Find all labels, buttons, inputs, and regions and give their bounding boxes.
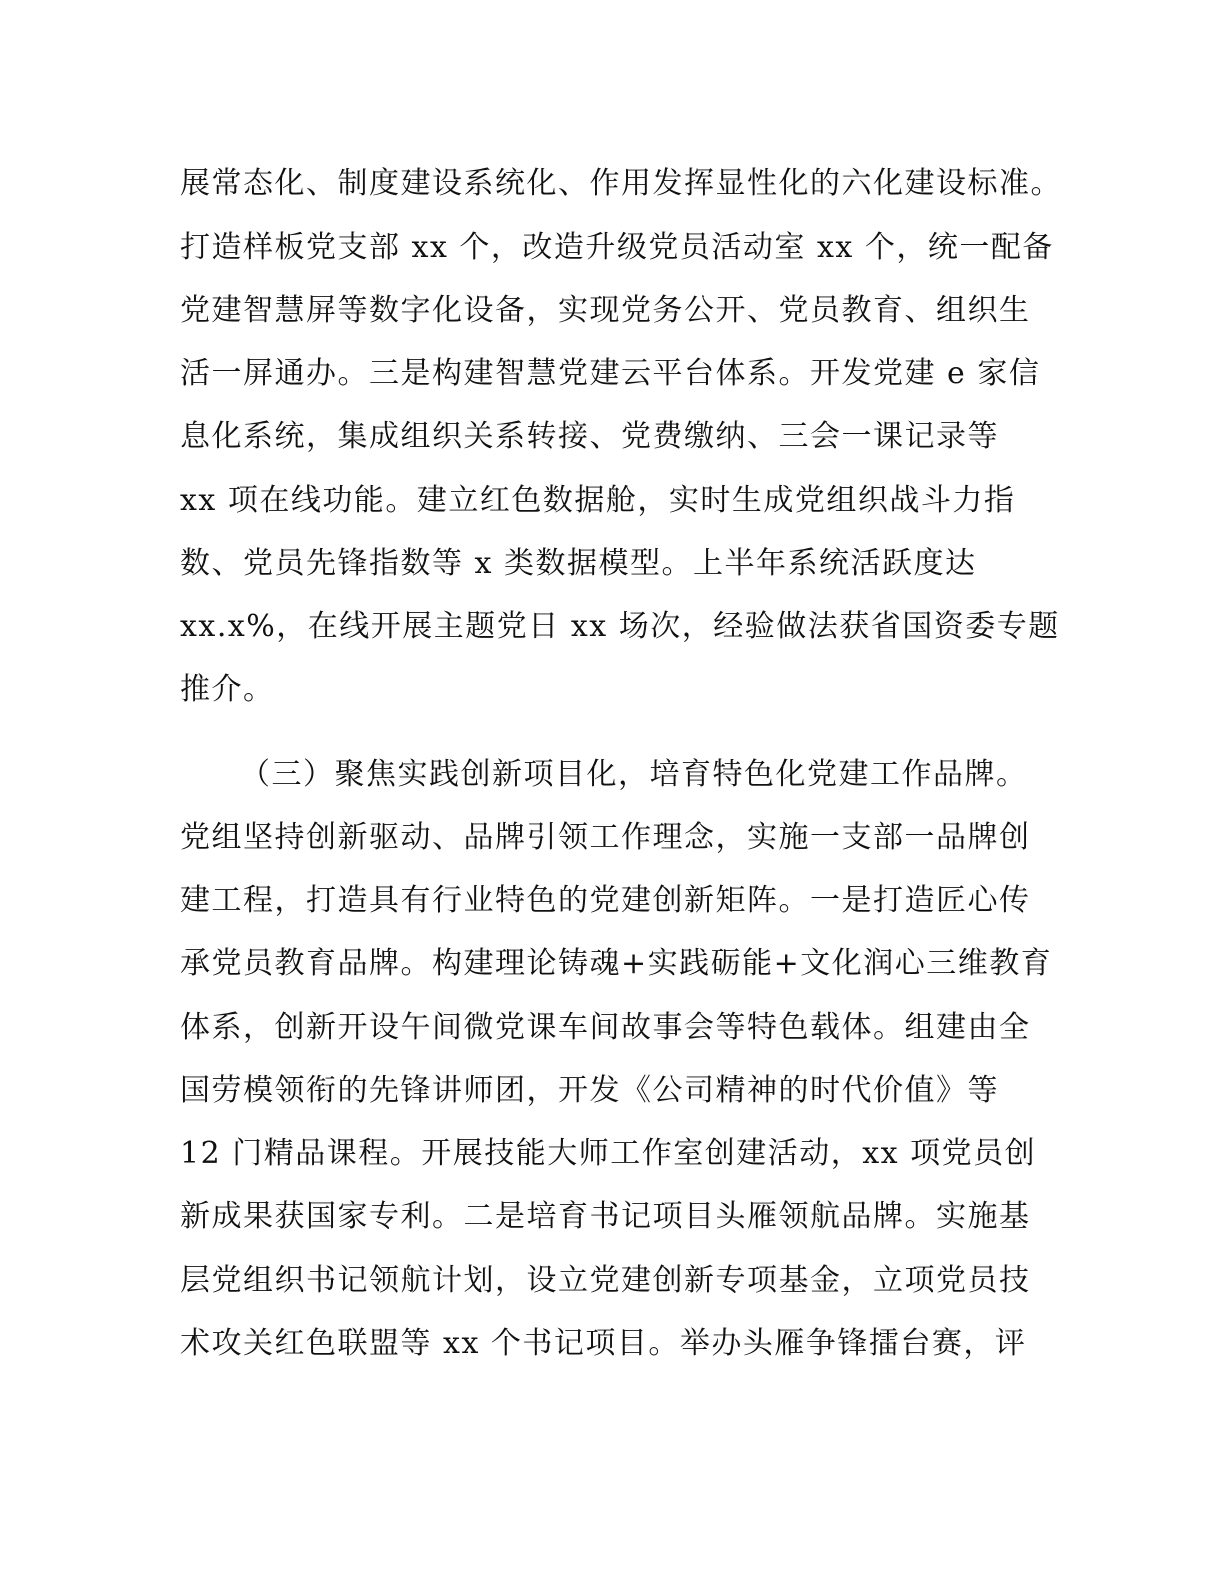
paragraph-line: xx.x%，在线开展主题党日 xx 场次，经验做法获省国资委专题 — [180, 609, 1060, 644]
paragraph-line: 术攻关红色联盟等 xx 个书记项目。举办头雁争锋擂台赛，评 — [180, 1326, 1027, 1361]
paragraph-line: 推介。 — [180, 672, 275, 707]
paragraph-line: 数、党员先锋指数等 x 类数据模型。上半年系统活跃度达 — [180, 546, 977, 581]
paragraph-line: 党建智慧屏等数字化设备，实现党务公开、党员教育、组织生 — [180, 293, 1031, 328]
paragraph-line: 体系，创新开设午间微党课车间故事会等特色载体。组建由全 — [180, 1010, 1031, 1045]
paragraph-line: 打造样板党支部 xx 个，改造升级党员活动室 xx 个，统一配备 — [180, 230, 1054, 265]
paragraph-line: 息化系统，集成组织关系转接、党费缴纳、三会一课记录等 — [180, 419, 999, 454]
paragraph-line: 层党组织书记领航计划，设立党建创新专项基金，立项党员技 — [180, 1263, 1031, 1298]
paragraph-line: 建工程，打造具有行业特色的党建创新矩阵。一是打造匠心传 — [180, 883, 1031, 918]
paragraph-line: 党组坚持创新驱动、品牌引领工作理念，实施一支部一品牌创 — [180, 820, 1031, 855]
paragraph-line: 国劳模领衔的先锋讲师团，开发《公司精神的时代价值》等 — [180, 1073, 999, 1108]
paragraph-line: 承党员教育品牌。构建理论铸魂+实践砺能+文化润心三维教育 — [180, 946, 1053, 981]
section-heading: （三）聚焦实践创新项目化，培育特色化党建工作品牌。 — [240, 757, 1028, 792]
paragraph-line: xx 项在线功能。建立红色数据舱，实时生成党组织战斗力指 — [180, 483, 1016, 518]
paragraph-line: 活一屏通办。三是构建智慧党建云平台体系。开发党建 e 家信 — [180, 356, 1041, 391]
paragraph-line: 新成果获国家专利。二是培育书记项目头雁领航品牌。实施基 — [180, 1199, 1031, 1234]
paragraph-line: 12 门精品课程。开展技能大师工作室创建活动，xx 项党员创 — [180, 1136, 1037, 1171]
paragraph-line: 展常态化、制度建设系统化、作用发挥显性化的六化建设标准。 — [180, 166, 1062, 201]
